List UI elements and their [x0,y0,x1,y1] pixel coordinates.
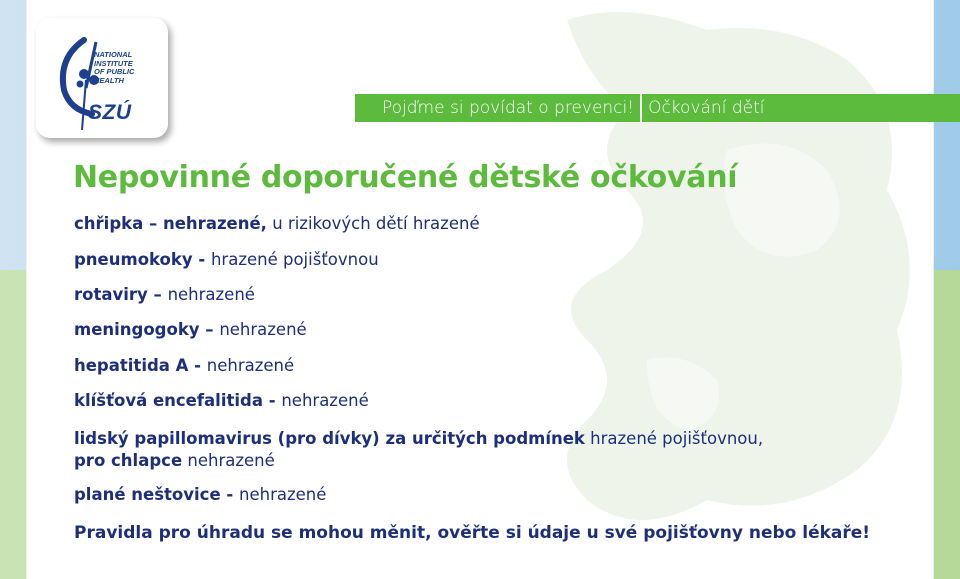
vaccine-separator: - [192,250,211,269]
vaccine-name: lidský papillomavirus (pro dívky) za určitých podmínek [74,429,585,448]
vaccine-separator: - [263,391,282,410]
vaccine-name: pneumokoky [74,250,193,269]
vaccine-status: hrazené pojišťovnou [210,250,379,269]
vaccine-separator: – [199,320,220,339]
logo-line: INSTITUTE [94,58,133,68]
reimbursement-note: Pravidla pro úhradu se mohou měnit, ověřte si údaje u své pojišťovny nebo lékaře! [74,523,871,543]
vaccine-separator: - [188,356,207,375]
vaccine-separator: – [143,214,163,233]
vaccine-status: nehrazené [281,391,369,410]
vaccine-name: pro chlapce [74,451,183,470]
vaccine-status: nehrazené, [163,214,267,233]
logo-caption [94,51,166,85]
vaccine-name: hepatitida A [74,356,189,375]
page-title: Nepovinné doporučené dětské očkování [73,160,738,195]
vaccine-name: rotaviry [74,285,148,304]
vaccine-separator: - [220,485,239,504]
logo-line: NATIONAL [94,50,133,59]
vaccine-name: klíšťová encefalitida [74,391,263,410]
vaccine-row [74,356,294,375]
logo-line: HEALTH [94,75,124,85]
vaccine-name: meningogoky [74,320,200,339]
institute-logo [36,18,168,138]
vaccine-note: u rizikových dětí hrazené [266,214,480,233]
vaccine-name: plané neštovice [74,485,221,504]
topic-banner [355,94,960,122]
logo-abbreviation: SZÚ [88,101,132,124]
vaccine-name: chřipka [74,214,144,233]
vaccine-status: hrazené pojišťovnou, [584,429,764,448]
vaccine-row [74,320,307,339]
banner-divider [640,94,642,122]
vaccine-row [74,485,326,504]
banner-slogan: Pojďme si povídat o prevenci! [382,98,635,118]
vaccine-status: nehrazené [219,320,307,339]
vaccine-row [74,391,369,410]
vaccine-status: nehrazené [182,451,275,470]
vaccine-row [74,214,480,233]
vaccine-row [74,285,255,304]
vaccine-status: nehrazené [167,285,255,304]
vaccine-separator: – [147,285,168,304]
vaccine-status: nehrazené [206,356,295,375]
banner-topic: Očkování dětí [648,98,765,118]
vaccine-row [74,250,379,269]
vaccine-status: nehrazené [239,485,327,504]
logo-line: OF PUBLIC [94,67,135,77]
vaccine-row-hpv [74,428,904,472]
